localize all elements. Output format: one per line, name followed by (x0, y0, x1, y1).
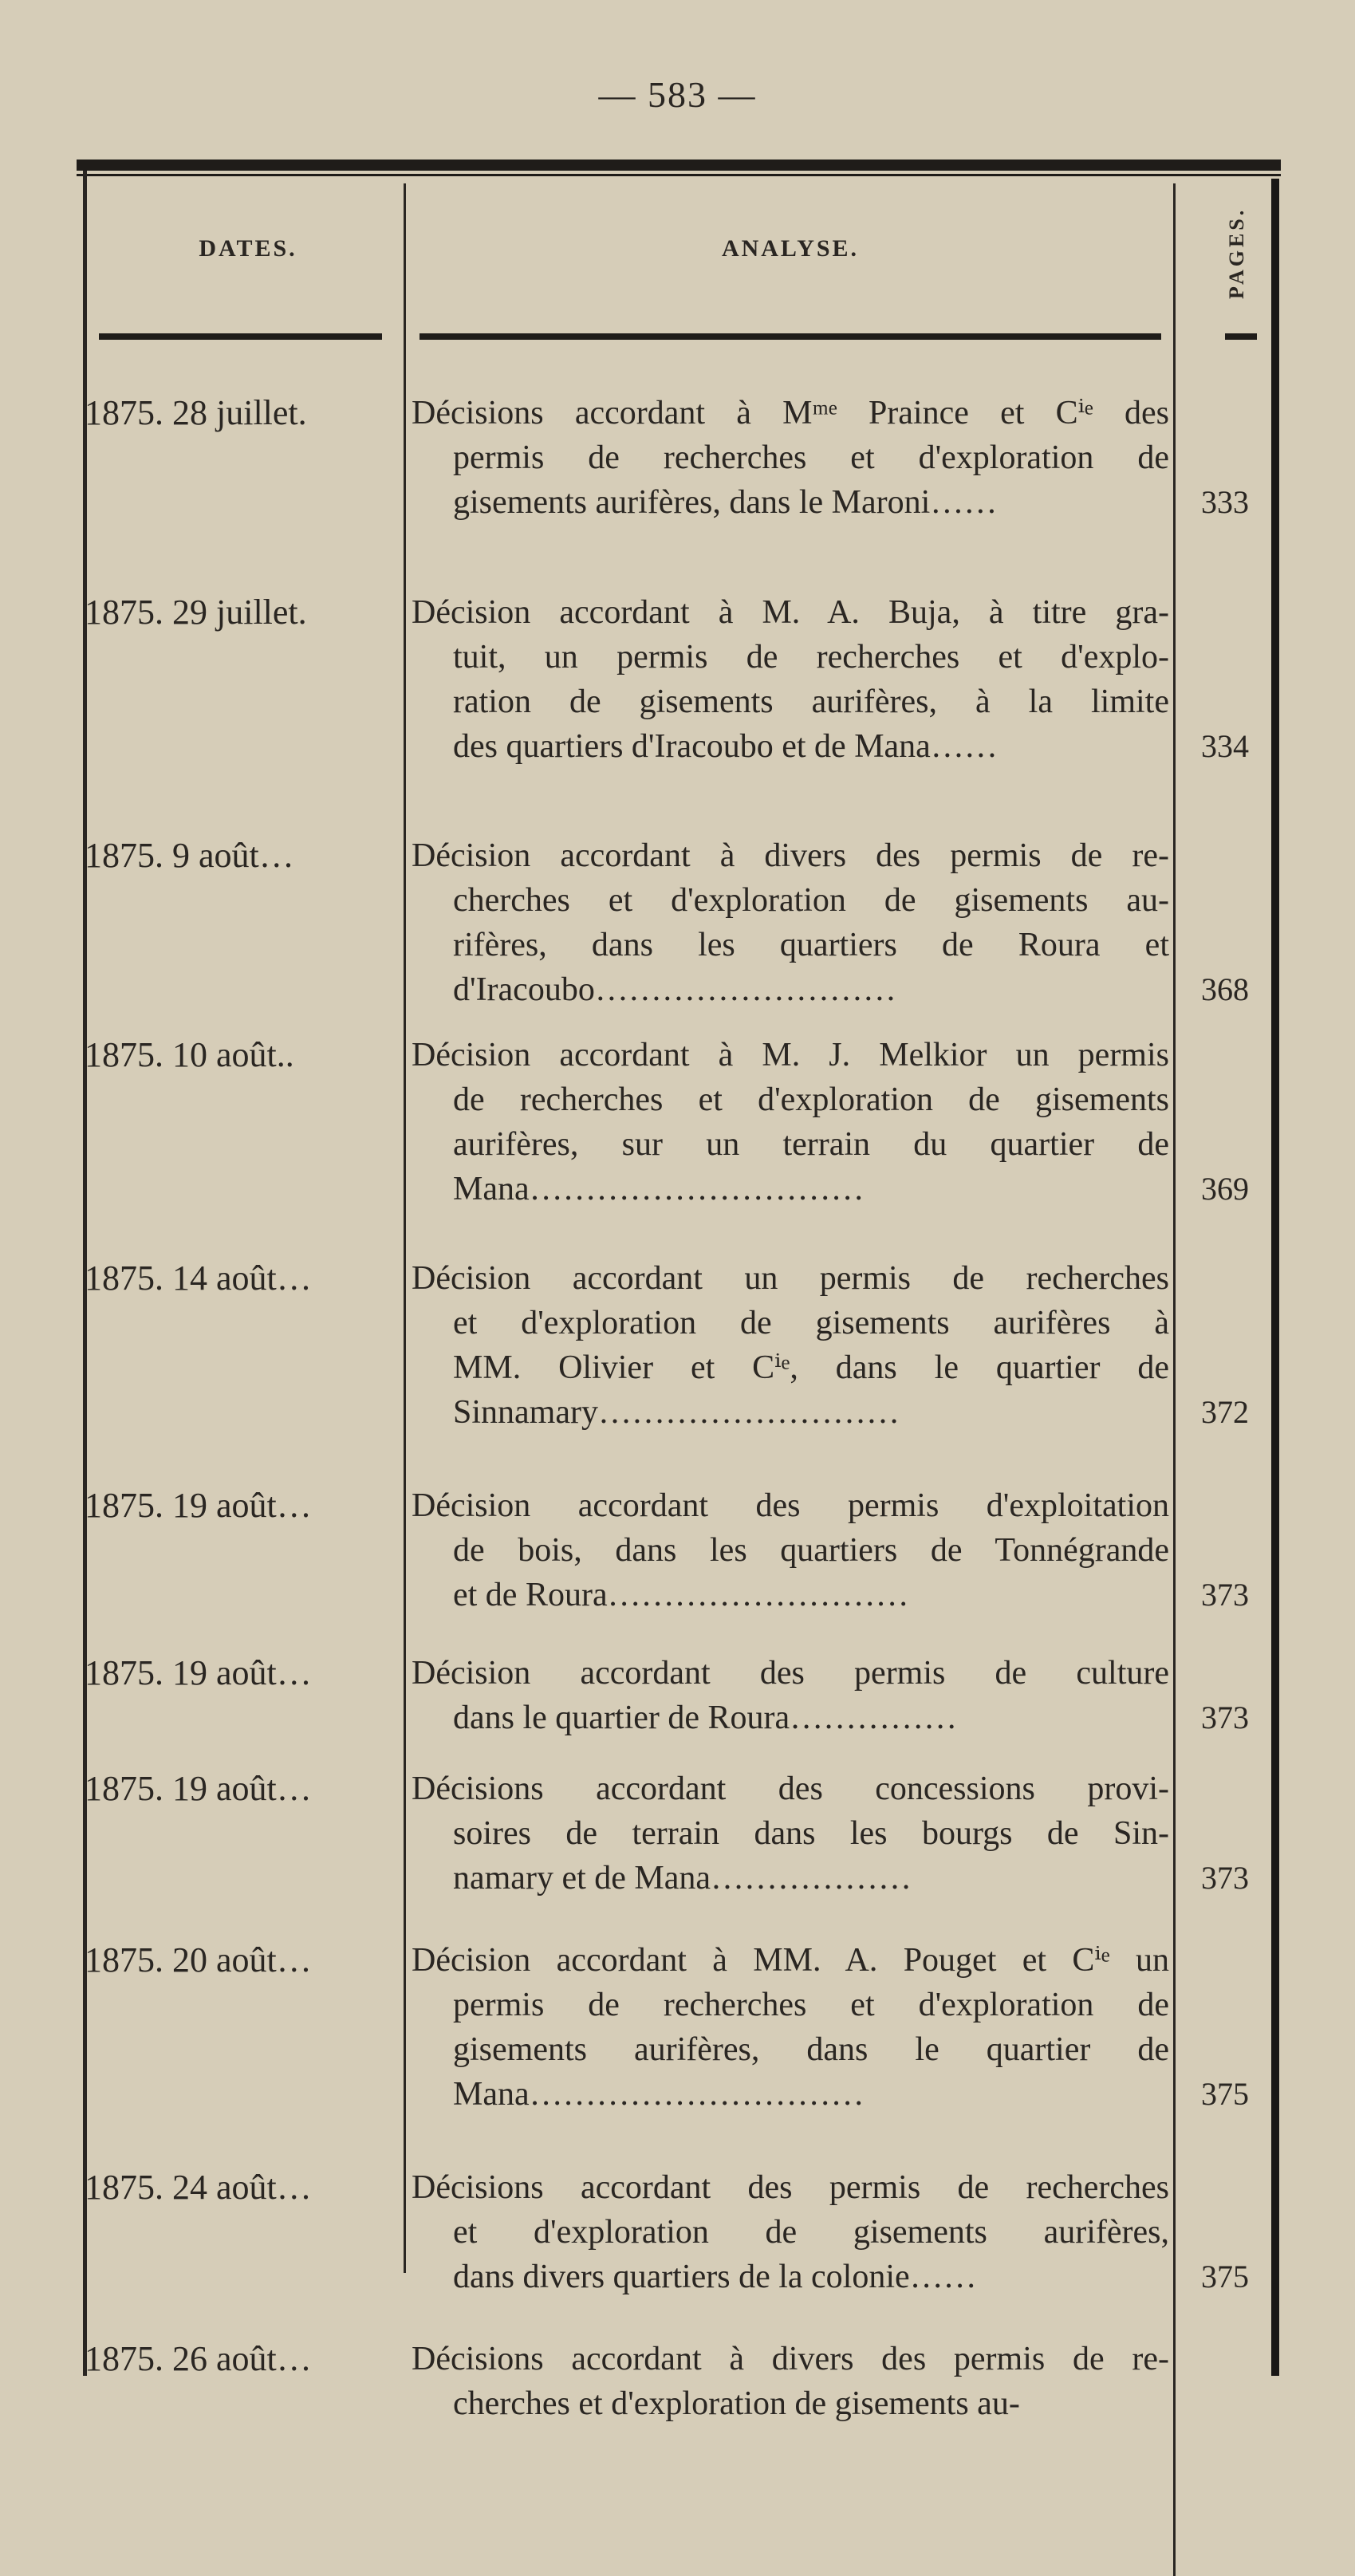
entry-date: 1875. 19 août… (85, 1653, 312, 1692)
dates-column-divider (404, 183, 406, 2273)
entry-page-ref: 375 (1201, 2076, 1249, 2112)
entry-page-ref: 375 (1201, 2259, 1249, 2294)
analysis-line: Décisions accordant des permis de recherches (412, 2169, 1169, 2206)
analysis-line: et de Roura……………………… (453, 1577, 909, 1613)
analysis-line: ration de gisements aurifères, à la limite (453, 683, 1169, 720)
entry-page-ref: 368 (1201, 971, 1249, 1007)
header-rule-pages (1225, 333, 1257, 340)
analysis-line: dans le quartier de Roura…………… (453, 1700, 958, 1736)
entry-date: 1875. 29 juillet. (85, 593, 307, 632)
analysis-line: permis de recherches et d'exploration de (453, 439, 1169, 476)
analysis-line: et d'exploration de gisements aurifères, (453, 2214, 1169, 2251)
entry-date: 1875. 24 août… (85, 2168, 312, 2207)
analysis-line: permis de recherches et d'exploration de (453, 1987, 1169, 2023)
analysis-line: Décision accordant un permis de recherches (412, 1260, 1169, 1297)
entry-date: 1875. 28 juillet. (85, 393, 307, 432)
analysis-line: MM. Olivier et Cⁱᵉ, dans le quartier de (453, 1349, 1169, 1386)
entry-page-ref: 373 (1201, 1700, 1249, 1735)
entry-analysis (412, 1651, 1169, 1740)
analysis-line: namary et de Mana……………… (453, 1860, 912, 1897)
analysis-line: Décisions accordant à divers des permis de re- (412, 2341, 1169, 2377)
header-dates: DATES. (199, 235, 297, 262)
entry-date: 1875. 14 août… (85, 1258, 312, 1298)
entry-analysis (412, 1767, 1169, 1900)
top-double-rule (77, 160, 1281, 171)
analysis-line: tuit, un permis de recherches et d'explo- (453, 639, 1169, 676)
analysis-line: aurifères, sur un terrain du quartier de (453, 1126, 1169, 1163)
entry-analysis (412, 833, 1169, 1012)
entry-analysis (412, 590, 1169, 769)
analysis-line: Mana………………………… (453, 2076, 865, 2113)
top-thin-rule (77, 174, 1281, 176)
entry-analysis (412, 2165, 1169, 2299)
entry-date: 1875. 26 août… (85, 2339, 312, 2378)
entry-page-ref: 369 (1201, 1171, 1249, 1207)
analysis-line: gisements aurifères, dans le quartier de (453, 2031, 1169, 2068)
entry-date: 1875. 20 août… (85, 1940, 312, 1979)
analysis-line: Décision accordant des permis d'exploitation (412, 1487, 1169, 1524)
analysis-line: d'Iracoubo……………………… (453, 971, 896, 1008)
analysis-line: Décision accordant à divers des permis de re- (412, 837, 1169, 874)
entry-date: 1875. 9 août… (85, 836, 294, 875)
analysis-line: soires de terrain dans les bourgs de Sin- (453, 1815, 1169, 1852)
entry-date: 1875. 10 août.. (85, 1035, 294, 1074)
entry-analysis (412, 2337, 1169, 2426)
entry-analysis (412, 1938, 1169, 2117)
analysis-line: des quartiers d'Iracoubo et de Mana…… (453, 728, 998, 765)
analysis-line: cherches et d'exploration de gisements au- (453, 2385, 1020, 2422)
entry-date: 1875. 19 août… (85, 1486, 312, 1525)
entry-date: 1875. 19 août… (85, 1769, 312, 1808)
header-analyse: ANALYSE. (721, 235, 860, 262)
entry-page-ref: 373 (1201, 1577, 1249, 1613)
entry-analysis (412, 1483, 1169, 1617)
page-number: — 583 — (598, 74, 757, 115)
header-rule-analyse (419, 333, 1161, 340)
analysis-line: cherches et d'exploration de gisements au- (453, 882, 1169, 919)
entry-analysis (412, 1033, 1169, 1211)
analysis-line: de bois, dans les quartiers de Tonnégrande (453, 1532, 1169, 1569)
analysis-line: Décision accordant à M. J. Melkior un permis (412, 1037, 1169, 1073)
analysis-line: Sinnamary……………………… (453, 1394, 900, 1431)
entry-analysis (412, 391, 1169, 525)
entry-page-ref: 333 (1201, 484, 1249, 520)
analysis-line: et d'exploration de gisements aurifères à (453, 1305, 1169, 1341)
header-rule-dates (99, 333, 382, 340)
analysis-line: de recherches et d'exploration de gisements (453, 1081, 1169, 1118)
analysis-line: rifères, dans les quartiers de Roura et (453, 927, 1169, 963)
analysis-line: Mana………………………… (453, 1171, 865, 1207)
analysis-line: Décision accordant des permis de culture (412, 1655, 1169, 1692)
entry-page-ref: 334 (1201, 728, 1249, 764)
right-border (1271, 179, 1279, 2376)
analyse-column-divider (1173, 183, 1176, 2576)
analysis-line: Décisions accordant à Mᵐᵉ Praince et Cⁱᵉ des (412, 395, 1169, 431)
analysis-line: Décisions accordant des concessions provi- (412, 1771, 1169, 1807)
analysis-line: dans divers quartiers de la colonie…… (453, 2259, 977, 2295)
index-table (77, 160, 1281, 2422)
entry-analysis (412, 1256, 1169, 1435)
entry-page-ref: 373 (1201, 1860, 1249, 1896)
analysis-line: gisements aurifères, dans le Maroni…… (453, 484, 998, 521)
analysis-line: Décision accordant à M. A. Buja, à titre gra- (412, 594, 1169, 631)
entry-page-ref: 372 (1201, 1394, 1249, 1430)
header-pages: PAGES. (1225, 207, 1248, 299)
analysis-line: Décision accordant à MM. A. Pouget et Cⁱᵉ un (412, 1942, 1169, 1979)
